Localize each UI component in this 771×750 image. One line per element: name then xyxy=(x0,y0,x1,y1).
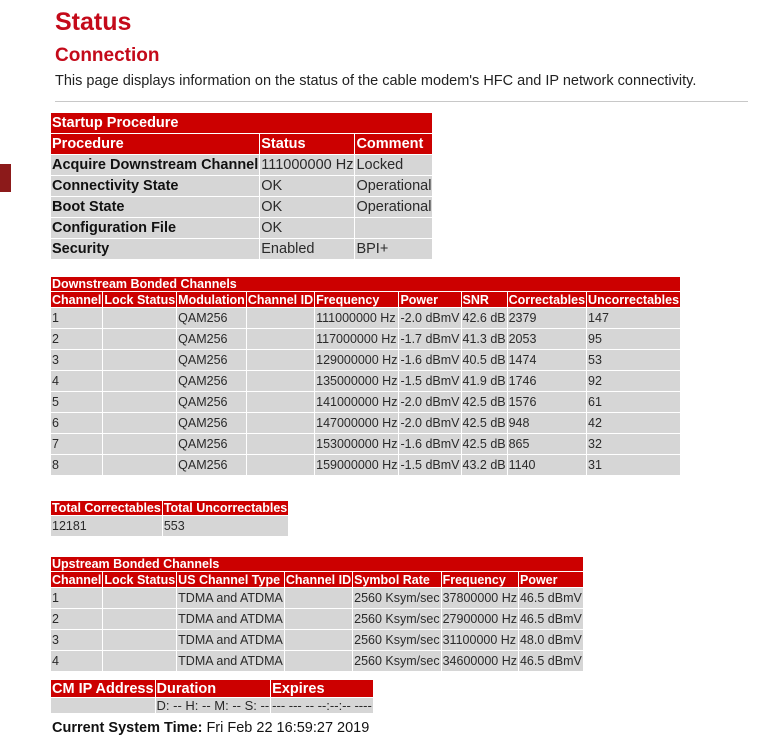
table-cell: 27900000 Hz xyxy=(442,609,518,629)
procedure-cell: Acquire Downstream Channel xyxy=(52,157,259,173)
table-cell: 53 xyxy=(587,350,680,370)
status-cell: Enabled xyxy=(260,239,354,259)
table-row xyxy=(51,698,373,713)
table-cell: TDMA and ATDMA xyxy=(177,609,284,629)
total-uncorrectables-value: 553 xyxy=(163,516,288,536)
table-cell: 2053 xyxy=(508,329,586,349)
column-header: Modulation xyxy=(178,292,245,307)
table-cell: 31100000 Hz xyxy=(442,630,518,650)
table-cell: QAM256 xyxy=(177,371,246,391)
table-cell: 46.5 dBmV xyxy=(519,588,583,608)
table-cell: 32 xyxy=(587,434,680,454)
table-cell: 31 xyxy=(587,455,680,475)
table-cell: 61 xyxy=(587,392,680,412)
table-cell xyxy=(103,588,176,608)
table-cell: 5 xyxy=(51,392,102,412)
table-row xyxy=(51,371,680,391)
column-header: Channel xyxy=(52,292,102,307)
table-row xyxy=(51,350,680,370)
table-cell xyxy=(247,350,314,370)
column-header: Lock Status xyxy=(104,292,176,307)
comment-cell: Operational xyxy=(356,199,432,215)
column-header: Channel ID xyxy=(285,572,352,587)
status-cell: 111000000 Hz xyxy=(261,157,354,173)
table-cell: 111000000 Hz xyxy=(315,308,398,328)
table-cell: 147000000 Hz xyxy=(315,413,398,433)
table-cell: -2.0 dBmV xyxy=(399,308,460,328)
table-cell: 117000000 Hz xyxy=(315,329,398,349)
table-cell: -1.7 dBmV xyxy=(399,329,460,349)
upstream-channels-table xyxy=(50,556,584,672)
table-cell xyxy=(285,630,352,650)
table-row xyxy=(51,329,680,349)
table-cell: 4 xyxy=(51,651,102,671)
table-cell: 948 xyxy=(508,413,586,433)
table-row xyxy=(51,516,288,536)
table-cell xyxy=(247,413,314,433)
table-cell: 8 xyxy=(51,455,102,475)
comment-cell: BPI+ xyxy=(355,239,432,259)
table-cell: 135000000 Hz xyxy=(315,371,398,391)
table-cell: 40.5 dB xyxy=(462,350,507,370)
table-cell: QAM256 xyxy=(177,434,246,454)
table-cell: QAM256 xyxy=(177,455,246,475)
table-cell xyxy=(247,371,314,391)
side-nav-marker xyxy=(0,164,11,192)
table-cell: 2560 Ksym/sec xyxy=(353,588,440,608)
system-time-value: Fri Feb 22 16:59:27 2019 xyxy=(206,720,370,736)
cm-ip-address-value xyxy=(51,698,155,713)
procedure-cell: Connectivity State xyxy=(51,176,259,196)
section-title: Connection xyxy=(55,45,160,66)
table-row xyxy=(51,588,583,608)
table-row xyxy=(51,239,432,259)
duration-value: D: -- H: -- M: -- S: -- xyxy=(156,698,270,713)
table-cell: 1576 xyxy=(508,392,586,412)
table-cell xyxy=(103,434,176,454)
table-cell: 48.0 dBmV xyxy=(519,630,583,650)
table-cell: -1.6 dBmV xyxy=(399,434,460,454)
table-cell: -1.5 dBmV xyxy=(399,455,460,475)
table-cell: 153000000 Hz xyxy=(315,434,398,454)
column-header: Uncorrectables xyxy=(588,292,680,307)
table-cell xyxy=(247,308,314,328)
table-cell xyxy=(103,455,176,475)
table-cell: -2.0 dBmV xyxy=(399,413,460,433)
column-header: Expires xyxy=(271,680,373,697)
table-cell: 34600000 Hz xyxy=(442,651,518,671)
column-header: Total Uncorrectables xyxy=(163,501,288,515)
table-cell: 43.2 dB xyxy=(462,455,507,475)
startup-procedure-table xyxy=(50,112,433,260)
table-cell: TDMA and ATDMA xyxy=(177,630,284,650)
table-row xyxy=(51,392,680,412)
status-cell: OK xyxy=(260,197,354,217)
table-cell xyxy=(103,392,176,412)
table-cell: 2 xyxy=(51,329,102,349)
comment-cell xyxy=(355,218,432,238)
table-row xyxy=(51,155,432,175)
table-cell: 2379 xyxy=(508,308,586,328)
comment-cell: Operational xyxy=(356,178,432,194)
column-header: Channel ID xyxy=(247,292,314,307)
cm-ip-table xyxy=(50,679,374,714)
page-title: Status xyxy=(55,8,132,36)
column-header: Duration xyxy=(156,680,271,697)
total-correctables-value: 12181 xyxy=(51,516,162,536)
table-cell: 3 xyxy=(51,630,102,650)
table-cell: 141000000 Hz xyxy=(315,392,398,412)
table-cell: 95 xyxy=(587,329,680,349)
table-cell: 6 xyxy=(51,413,102,433)
table-cell xyxy=(247,392,314,412)
table-cell: 42.5 dB xyxy=(462,434,507,454)
table-cell: 3 xyxy=(51,350,102,370)
column-header: Channel xyxy=(52,572,102,587)
table-cell xyxy=(247,329,314,349)
table-cell xyxy=(103,329,176,349)
table-caption: Downstream Bonded Channels xyxy=(51,277,680,291)
table-cell: 7 xyxy=(51,434,102,454)
column-header: Comment xyxy=(355,134,432,154)
table-cell: 46.5 dBmV xyxy=(519,651,583,671)
table-cell: 865 xyxy=(508,434,586,454)
column-header: Frequency xyxy=(442,572,518,587)
column-header: Frequency xyxy=(315,292,398,307)
table-cell: -1.6 dBmV xyxy=(399,350,460,370)
table-cell: QAM256 xyxy=(177,350,246,370)
table-cell: TDMA and ATDMA xyxy=(177,651,284,671)
procedure-cell: Configuration File xyxy=(51,218,259,238)
system-time-label: Current System Time: xyxy=(52,720,203,736)
table-caption: Startup Procedure xyxy=(51,113,432,133)
table-cell: 37800000 Hz xyxy=(442,588,518,608)
table-cell: 2560 Ksym/sec xyxy=(353,609,440,629)
table-cell: 2560 Ksym/sec xyxy=(353,630,440,650)
status-cell: OK xyxy=(260,218,354,238)
table-cell: 159000000 Hz xyxy=(315,455,398,475)
table-cell: 1140 xyxy=(508,455,586,475)
column-header: Power xyxy=(399,292,460,307)
table-cell: 4 xyxy=(51,371,102,391)
column-header: Total Correctables xyxy=(52,501,161,515)
table-cell: -1.5 dBmV xyxy=(399,371,460,391)
table-cell xyxy=(247,434,314,454)
table-cell: TDMA and ATDMA xyxy=(177,588,284,608)
table-cell: QAM256 xyxy=(177,392,246,412)
table-cell: 1746 xyxy=(508,371,586,391)
table-cell xyxy=(285,588,352,608)
column-header: Power xyxy=(519,572,583,587)
table-cell: 2560 Ksym/sec xyxy=(353,651,440,671)
table-cell xyxy=(103,630,176,650)
comment-cell: Locked xyxy=(355,155,432,175)
downstream-channels-table xyxy=(50,276,681,476)
current-system-time xyxy=(52,720,369,736)
table-cell: 42.6 dB xyxy=(462,308,507,328)
procedure-cell: Security xyxy=(51,239,259,259)
table-cell xyxy=(103,651,176,671)
table-cell: 42.5 dB xyxy=(462,413,507,433)
table-cell xyxy=(103,371,176,391)
table-cell: 42 xyxy=(587,413,680,433)
status-cell: OK xyxy=(260,176,354,196)
column-header: Status xyxy=(260,134,354,154)
divider xyxy=(55,101,748,102)
table-cell xyxy=(103,350,176,370)
table-cell: 1474 xyxy=(508,350,586,370)
table-cell: 41.3 dB xyxy=(462,329,507,349)
table-row xyxy=(51,609,583,629)
table-cell: QAM256 xyxy=(177,413,246,433)
table-cell: 1 xyxy=(51,588,102,608)
table-row xyxy=(51,308,680,328)
table-row xyxy=(51,651,583,671)
column-header: Symbol Rate xyxy=(353,572,440,587)
table-row xyxy=(51,413,680,433)
table-cell xyxy=(247,455,314,475)
table-cell: QAM256 xyxy=(177,308,246,328)
table-cell: 147 xyxy=(587,308,680,328)
table-cell xyxy=(103,609,176,629)
table-cell: 1 xyxy=(51,308,102,328)
intro-text: This page displays information on the status of the cable modem's HFC and IP network connectivity. xyxy=(55,73,697,89)
table-cell: 41.9 dB xyxy=(462,371,507,391)
table-cell xyxy=(285,651,352,671)
table-cell: 42.5 dB xyxy=(462,392,507,412)
column-header: Correctables xyxy=(508,292,586,307)
table-cell: 129000000 Hz xyxy=(315,350,398,370)
table-cell: 92 xyxy=(587,371,680,391)
table-cell xyxy=(103,413,176,433)
column-header: Lock Status xyxy=(104,572,176,587)
table-row xyxy=(51,455,680,475)
column-header: CM IP Address xyxy=(52,680,154,697)
table-cell: 46.5 dBmV xyxy=(519,609,583,629)
procedure-cell: Boot State xyxy=(51,197,259,217)
totals-table xyxy=(50,500,289,537)
table-row xyxy=(51,197,432,217)
table-row xyxy=(51,218,432,238)
column-header: US Channel Type xyxy=(177,572,284,587)
column-header: SNR xyxy=(462,292,507,307)
table-caption: Upstream Bonded Channels xyxy=(51,557,583,571)
table-row xyxy=(51,176,432,196)
column-header: Procedure xyxy=(51,134,259,154)
table-cell: QAM256 xyxy=(177,329,246,349)
table-cell xyxy=(103,308,176,328)
table-row xyxy=(51,434,680,454)
table-cell: 2 xyxy=(51,609,102,629)
table-cell xyxy=(285,609,352,629)
table-row xyxy=(51,630,583,650)
expires-value: --- --- -- --:--:-- ---- xyxy=(272,698,372,713)
table-cell: -2.0 dBmV xyxy=(399,392,460,412)
